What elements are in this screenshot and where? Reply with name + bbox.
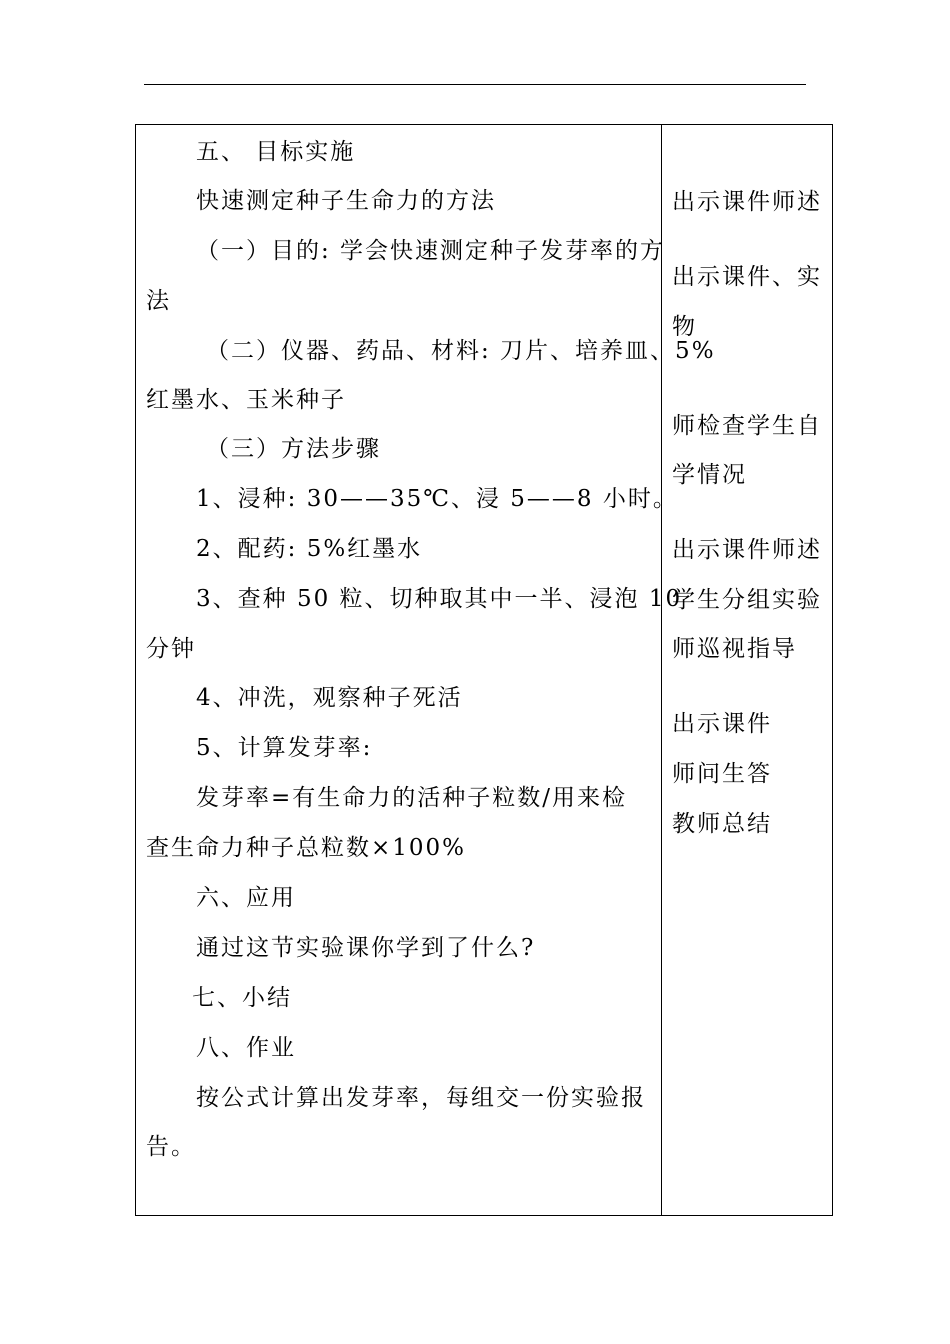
content-line: 2、配药: 5%红墨水 — [196, 536, 423, 562]
activity-line: 出示课件师述 — [672, 537, 822, 563]
activity-line: 物 — [672, 314, 697, 340]
content-line: 红墨水、玉米种子 — [146, 387, 346, 413]
activity-line: 师问生答 — [672, 761, 772, 787]
section-heading: 六、应用 — [196, 885, 296, 911]
section-heading: 八、作业 — [196, 1035, 296, 1061]
formula-line: 发芽率=有生命力的活种子粒数/用来检 — [196, 785, 628, 811]
section-heading: 七、小结 — [192, 985, 292, 1011]
content-line: （三）方法步骤 — [206, 436, 381, 462]
activity-line: 师检查学生自 — [672, 413, 822, 439]
content-line: 4、冲洗，观察种子死活 — [196, 685, 463, 711]
content-line: （一）目的: 学会快速测定种子发芽率的方 — [196, 238, 666, 264]
lesson-plan-table — [135, 124, 833, 1216]
content-line: 法 — [146, 288, 171, 314]
teaching-activity-cell — [662, 125, 832, 1215]
content-line: 告。 — [146, 1134, 196, 1160]
activity-line: 出示课件师述 — [672, 189, 822, 215]
content-line: （二）仪器、药品、材料: 刀片、培养皿、5% — [206, 338, 716, 364]
content-line: 5、计算发芽率: — [196, 735, 373, 761]
formula-line: 查生命力种子总粒数×100% — [146, 835, 467, 861]
header-rule — [144, 84, 806, 85]
activity-line: 出示课件、实 — [672, 264, 822, 290]
content-line: 按公式计算出发芽率，每组交一份实验报 — [196, 1085, 646, 1111]
activity-line: 出示课件 — [672, 711, 772, 737]
activity-line: 师巡视指导 — [672, 636, 797, 662]
content-line: 分钟 — [146, 636, 196, 662]
activity-line: 学生分组实验 — [672, 587, 822, 613]
activity-line: 学情况 — [672, 462, 747, 488]
content-line: 通过这节实验课你学到了什么? — [196, 935, 536, 961]
content-line: 快速测定种子生命力的方法 — [196, 188, 496, 214]
activity-line: 教师总结 — [672, 811, 772, 837]
content-line: 1、浸种: 30——35℃、浸 5——8 小时。 — [196, 486, 678, 512]
content-line: 3、查种 50 粒、切种取其中一半、浸泡 10 — [196, 586, 683, 612]
section-heading: 五、 目标实施 — [196, 139, 356, 165]
